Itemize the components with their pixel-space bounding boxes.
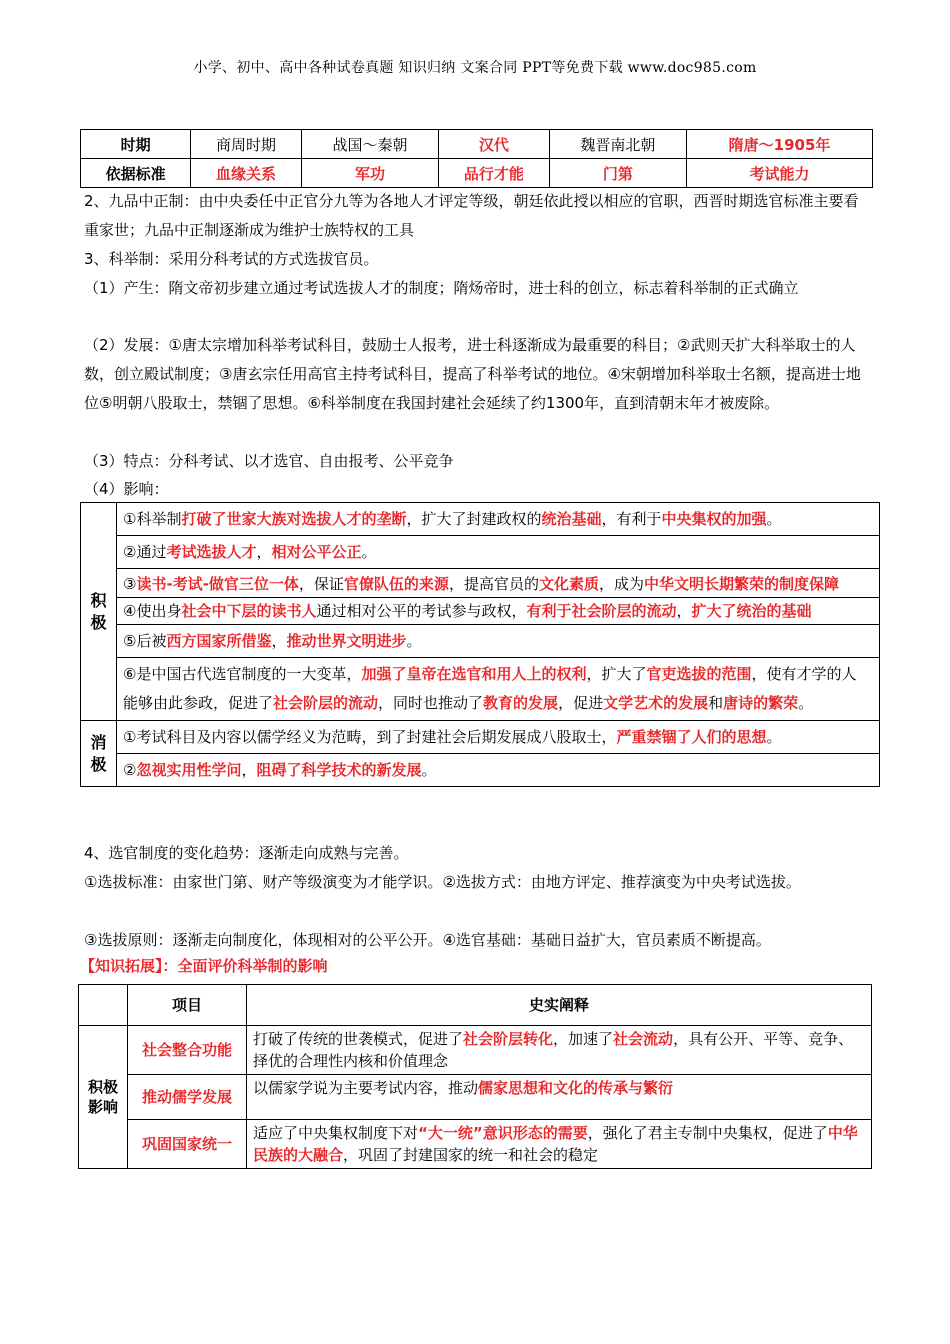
item-cell: 推动儒学发展 [128,1075,247,1120]
standard-cell: 血缘关系 [191,159,301,188]
paragraph-trend-1: ①选拔标准：由家世门第、财产等级演变为才能学识。②选拔方式：由地方评定、推荐演变为中央考试选拔。 [84,873,801,891]
standard-cell: 考试能力 [687,159,873,188]
period-label: 时期 [81,130,191,159]
period-cell: 商周时期 [191,130,301,159]
paragraph-development: （2）发展：①唐太宗增加科举考试科目，鼓励士人报考，进士科逐渐成为最重要的科目；②武则天扩大科举取士的人数，创立殿试制度；③唐玄宗任用高官主持考试科目，提高了科举考试的地位。④宋朝增加科举取士名额，提高进士地位⑤明朝八股取士，禁锢了思想。⑥科举制度在我国封建社会延续了约1300年，直到清朝末年才被废除。 [84,336,861,412]
impact-row: ①考试科目及内容以儒学经义为范畴，到了封建社会后期发展成八股取士，严重禁锢了人们的思想。 [117,721,880,754]
period-cell: 汉代 [439,130,549,159]
standard-row [81,159,873,188]
impact-row: ③读书-考试-做官三位一体，保证官僚队伍的来源，提高官员的文化素质，成为中华文明长期繁荣的制度保障 [117,569,880,598]
paragraph-features: （3）特点：分科考试、以才选官、自由报考、公平竞争 [84,452,454,470]
period-cell: 隋唐～1905年 [687,130,873,159]
standard-cell: 门第 [549,159,687,188]
impact-row: ⑥是中国古代选官制度的一大变革，加强了皇帝在选官和用人上的权利，扩大了官吏选拔的范围，使有才学的人能够由此参政，促进了社会阶层的流动，同时也推动了教育的发展，促进文学艺术的发展和唐诗的繁荣。 [117,658,880,721]
col-item-header: 项目 [128,985,247,1026]
item-cell: 社会整合功能 [128,1026,247,1075]
standard-cell: 军功 [301,159,439,188]
impact-row: ②忽视实用性学问，阻碍了科学技术的新发展。 [117,754,880,787]
side-label: 积极影响 [79,1026,128,1169]
period-cell: 魏晋南北朝 [549,130,687,159]
standard-label: 依据标准 [81,159,191,188]
paragraph-impact: （4）影响： [84,480,169,498]
paragraph-origin: （1）产生：隋文帝初步建立通过考试选拔人才的制度；隋炀帝时，进士科的创立，标志着科举制的正式确立 [84,279,799,297]
positive-label-text: 积极 [90,590,107,632]
paragraph-keju: 3、科举制：采用分科考试的方式选拔官员。 [84,250,379,268]
evaluation-table [78,984,872,1169]
negative-label [81,721,117,787]
page-header: 小学、初中、高中各种试卷真题 知识归纳 文案合同 PPT等免费下载 www.doc985.com [193,60,757,76]
positive-label [81,503,117,721]
col-explain-header: 史实阐释 [247,985,872,1026]
knowledge-extension-title: 【知识拓展】：全面评价科举制的影响 [80,957,328,975]
impact-row: ⑤后被西方国家所借鉴，推动世界文明进步。 [117,625,880,658]
item-cell: 巩固国家统一 [128,1120,247,1169]
explain-cell: 以儒家学说为主要考试内容，推动儒家思想和文化的传承与繁衍 [247,1075,872,1120]
period-cell: 战国～秦朝 [301,130,439,159]
selection-criteria-table [80,129,873,188]
impact-row: ④使出身社会中下层的读书人通过相对公平的考试参与政权，有利于社会阶层的流动，扩大了统治的基础 [117,598,880,625]
impact-table [80,502,880,787]
corner-cell [79,985,128,1026]
explain-cell: 打破了传统的世袭模式，促进了社会阶层转化，加速了社会流动，具有公开、平等、竞争、择优的合理性内核和价值理念 [247,1026,872,1075]
paragraph-jiupin: 2、九品中正制：由中央委任中正官分九等为各地人才评定等级，朝廷依此授以相应的官职，西晋时期选官标准主要看重家世；九品中正制逐渐成为维护士族特权的工具 [84,192,859,239]
impact-row: ①科举制打破了世家大族对选拔人才的垄断，扩大了封建政权的统治基础，有利于中央集权的加强。 [117,503,880,536]
negative-label-text: 消极 [90,732,107,774]
paragraph-trend: 4、选官制度的变化趋势：逐渐走向成熟与完善。 [84,844,409,862]
standard-cell: 品行才能 [439,159,549,188]
impact-row: ②通过考试选拔人才，相对公平公正。 [117,536,880,569]
paragraph-trend-2: ③选拔原则：逐渐走向制度化，体现相对的公平公开。④选官基础：基础日益扩大，官员素质不断提高。 [84,931,771,949]
period-row [81,130,873,159]
explain-cell: 适应了中央集权制度下对“大一统”意识形态的需要，强化了君主专制中央集权，促进了中华民族的大融合，巩固了封建国家的统一和社会的稳定 [247,1120,872,1169]
